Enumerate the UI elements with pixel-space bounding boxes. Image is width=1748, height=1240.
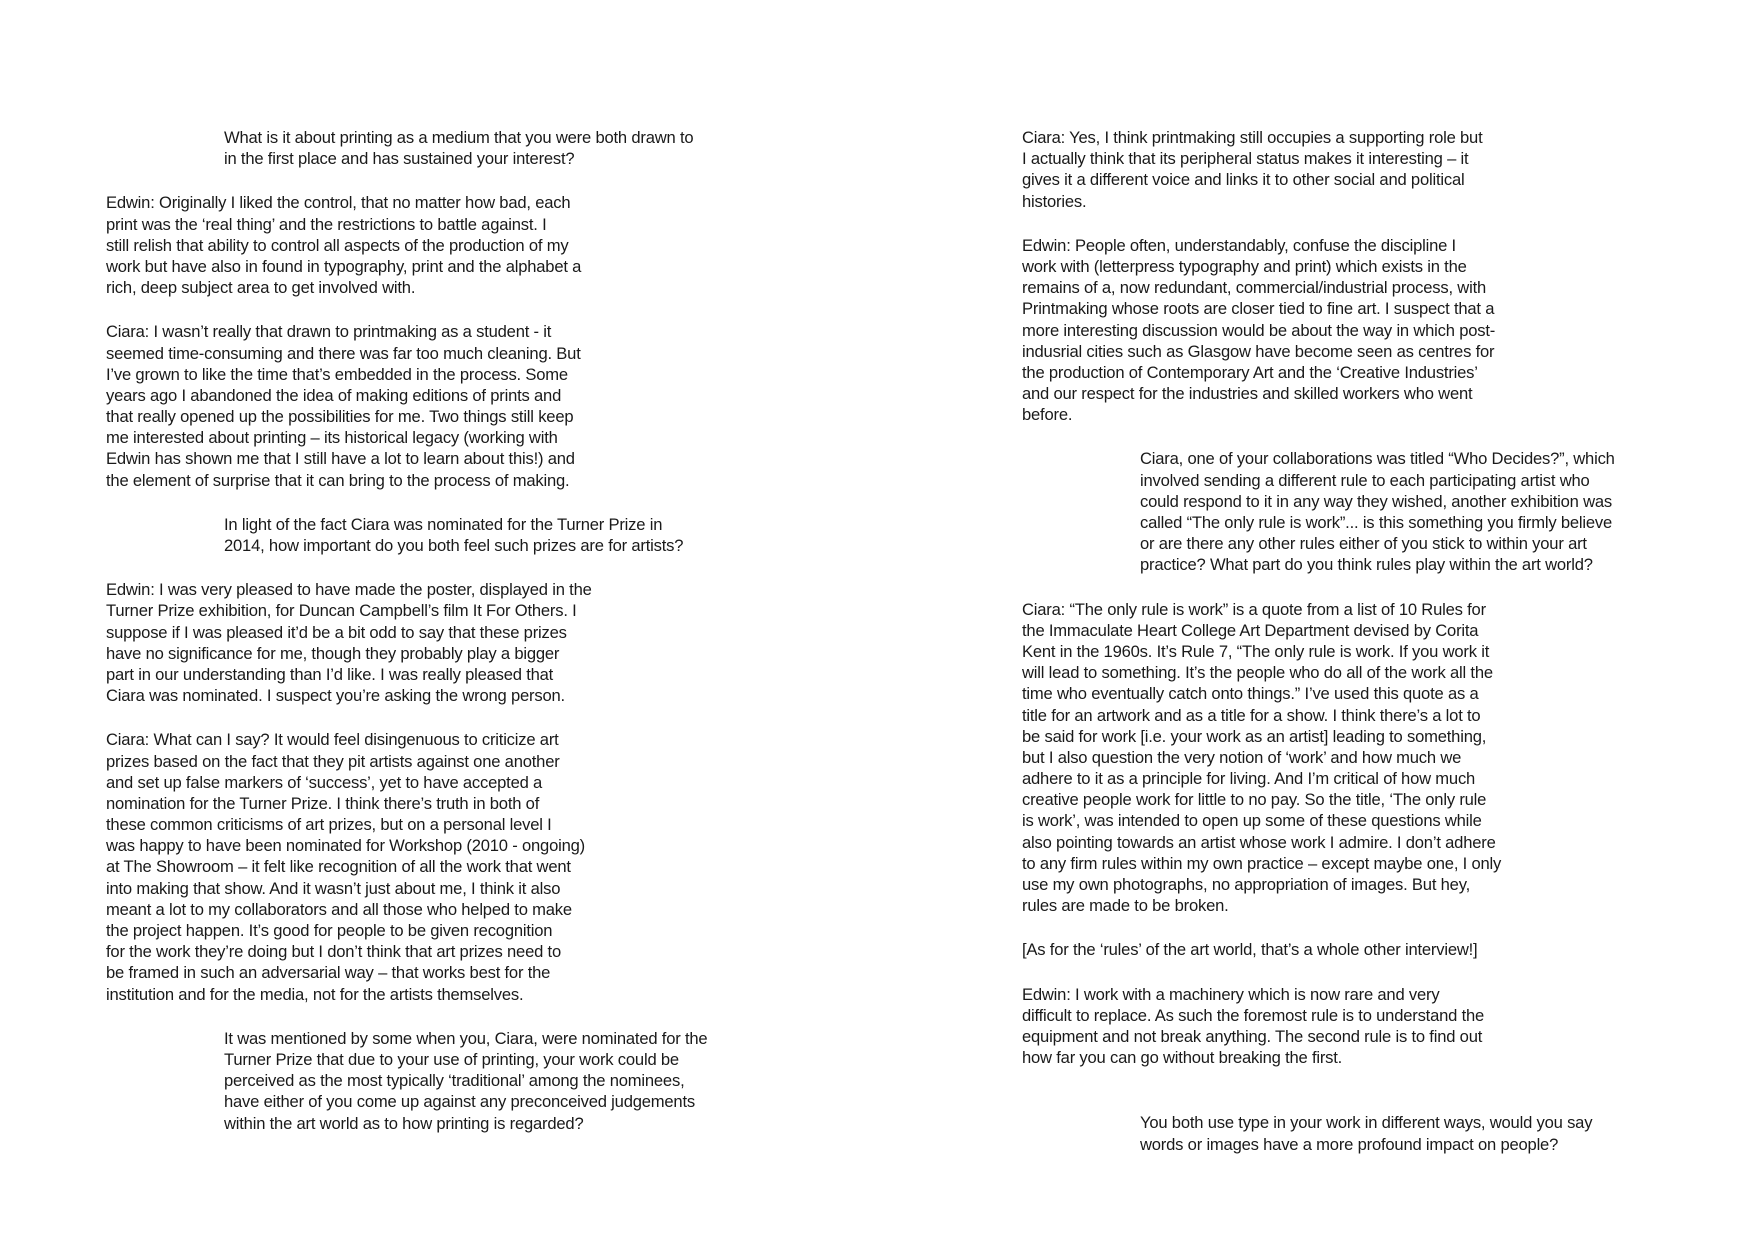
interview-answer	[106, 321, 806, 491]
interview-answer	[1022, 599, 1722, 917]
text-line: Edwin: Originally I liked the control, that no matter how bad, each	[106, 193, 571, 213]
text-line: histories.	[1022, 191, 1087, 211]
text-line: Edwin: I work with a machinery which is now rare and very	[1022, 984, 1440, 1004]
text-line: Ciara: What can I say? It would feel disingenuous to criticize art	[106, 730, 559, 750]
interview-answer	[106, 579, 806, 706]
text-line: also pointing towards an artist whose work I admire. I don’t adhere	[1022, 832, 1496, 852]
text-line: Turner Prize exhibition, for Duncan Campbell’s film It For Others. I	[106, 601, 577, 621]
text-line: me interested about printing – its historical legacy (working with	[106, 428, 558, 448]
text-line: It was mentioned by some when you, Ciara, were nominated for the	[224, 1028, 708, 1048]
text-line: that really opened up the possibilities for me. Two things still keep	[106, 407, 574, 427]
text-line: called “The only rule is work”... is this something you firmly believe	[1140, 513, 1613, 532]
text-line: rich, deep subject area to get involved with.	[106, 278, 416, 298]
text-line: how far you can go without breaking the first.	[1022, 1048, 1343, 1068]
text-line: was happy to have been nominated for Workshop (2010 - ongoing)	[106, 836, 585, 856]
text-line: before.	[1022, 405, 1073, 425]
right-page	[874, 0, 1748, 1240]
text-line: Edwin: I was very pleased to have made the poster, displayed in the	[106, 580, 592, 600]
text-line: indusrial cities such as Glasgow have become seen as centres for	[1022, 341, 1495, 361]
text-line: difficult to replace. As such the foremost rule is to understand the	[1022, 1005, 1485, 1025]
interview-answer	[1022, 235, 1722, 426]
text-line: and set up false markers of ‘success’, yet to have accepted a	[106, 772, 543, 792]
text-line: words or images have a more profound impact on people?	[1140, 1134, 1559, 1154]
text-line: still relish that ability to control all aspects of the production of my	[106, 235, 569, 255]
text-line: Ciara: Yes, I think printmaking still occupies a supporting role but	[1022, 128, 1483, 147]
text-line: [As for the ‘rules’ of the art world, that’s a whole other interview!]	[1022, 940, 1478, 960]
text-line: for the work they’re doing but I don’t think that art prizes need to	[106, 942, 561, 962]
text-line: at The Showroom – it felt like recognition of all the work that went	[106, 857, 571, 877]
text-line: involved sending a different rule to each participating artist who	[1140, 470, 1590, 490]
text-line: equipment and not break anything. The second rule is to find out	[1022, 1026, 1483, 1046]
text-line: the element of surprise that it can bring to the process of making.	[106, 470, 570, 490]
text-line: What is it about printing as a medium that you were both drawn to	[224, 128, 694, 147]
text-line: in the first place and has sustained your interest?	[224, 149, 575, 169]
left-text-column	[106, 127, 806, 1157]
text-line: the project happen. It’s good for people to be given recognition	[106, 921, 553, 940]
text-line: seemed time-consuming and there was far too much cleaning. But	[106, 343, 581, 363]
text-line: these common criticisms of art prizes, but on a personal level I	[106, 815, 552, 835]
text-line: will lead to something. It’s the people who do all of the work all the	[1022, 663, 1493, 683]
text-line: nomination for the Turner Prize. I think there’s truth in both of	[106, 793, 540, 813]
interview-question	[106, 127, 806, 169]
text-line: 2014, how important do you both feel such prizes are for artists?	[224, 536, 684, 555]
text-line: into making that show. And it wasn’t just about me, I think it also	[106, 878, 561, 898]
text-line: but I also question the very notion of ‘work’ and how much we	[1022, 747, 1462, 767]
text-line: practice? What part do you think rules play within the art world?	[1140, 555, 1593, 575]
interview-question	[1022, 1112, 1722, 1154]
text-line: adhere to it as a principle for living. And I’m critical of how much	[1022, 769, 1476, 789]
text-line: gives it a different voice and links it to other social and political	[1022, 170, 1465, 190]
text-line: Ciara was nominated. I suspect you’re asking the wrong person.	[106, 686, 565, 706]
text-line: be said for work [i.e. your work as an artist] leading to something,	[1022, 726, 1487, 746]
text-line: use my own photographs, no appropriation of images. But hey,	[1022, 875, 1470, 894]
text-line: Ciara, one of your collaborations was titled “Who Decides?”, which	[1140, 449, 1615, 469]
text-line: Edwin has shown me that I still have a lot to learn about this!) and	[106, 449, 575, 469]
text-line: I’ve grown to like the time that’s embedded in the process. Some	[106, 364, 568, 384]
text-line: print was the ‘real thing’ and the restrictions to battle against. I	[106, 214, 547, 234]
text-line: creative people work for little to no pay. So the title, ‘The only rule	[1022, 790, 1487, 810]
text-line: Kent in the 1960s. It’s Rule 7, “The only rule is work. If you work it	[1022, 641, 1490, 661]
text-line: meant a lot to my collaborators and all those who helped to make	[106, 899, 572, 919]
text-line: time who eventually catch onto things.” I’ve used this quote as a	[1022, 684, 1479, 704]
text-line: is work’, was intended to open up some of these questions while	[1022, 811, 1482, 831]
interview-answer	[106, 729, 806, 1004]
text-line: years ago I abandoned the idea of making editions of prints and	[106, 385, 562, 405]
interview-answer	[1022, 939, 1722, 960]
text-line: have no significance for me, though they probably play a bigger	[106, 643, 560, 663]
text-line: have either of you come up against any preconceived judgements	[224, 1092, 695, 1112]
text-line: Edwin: People often, understandably, confuse the discipline I	[1022, 235, 1456, 255]
text-line: could respond to it in any way they wished, another exhibition was	[1140, 491, 1612, 511]
text-line: the production of Contemporary Art and the ‘Creative Industries’	[1022, 362, 1478, 382]
interview-answer	[1022, 984, 1722, 1069]
text-line: perceived as the most typically ‘traditional’ among the nominees,	[224, 1071, 685, 1091]
text-line: Turner Prize that due to your use of printing, your work could be	[224, 1049, 679, 1069]
interview-question	[1022, 448, 1722, 575]
text-line: and our respect for the industries and skilled workers who went	[1022, 384, 1473, 404]
text-line: or are there any other rules either of you stick to within your art	[1140, 534, 1587, 554]
text-line: Ciara: “The only rule is work” is a quote from a list of 10 Rules for	[1022, 599, 1486, 619]
text-line: the Immaculate Heart College Art Department devised by Corita	[1022, 620, 1479, 640]
text-line: work but have also in found in typography, print and the alphabet a	[106, 256, 582, 276]
text-line: In light of the fact Ciara was nominated for the Turner Prize in	[224, 514, 663, 534]
text-line: title for an artwork and as a title for a show. I think there’s a lot to	[1022, 705, 1481, 725]
interview-question	[106, 514, 806, 556]
text-line: work with (letterpress typography and print) which exists in the	[1022, 256, 1467, 276]
text-line: within the art world as to how printing is regarded?	[224, 1113, 584, 1133]
text-line: You both use type in your work in different ways, would you say	[1140, 1113, 1593, 1133]
text-line: Ciara: I wasn’t really that drawn to printmaking as a student - it	[106, 322, 552, 342]
interview-answer	[106, 192, 806, 298]
text-line: Printmaking whose roots are closer tied to fine art. I suspect that a	[1022, 299, 1495, 319]
interview-answer	[1022, 127, 1722, 212]
text-line: suppose if I was pleased it’d be a bit odd to say that these prizes	[106, 622, 567, 642]
text-line: prizes based on the fact that they pit artists against one another	[106, 751, 560, 771]
text-line: institution and for the media, not for the artists themselves.	[106, 984, 524, 1004]
text-line: to any firm rules within my own practice – except maybe one, I only	[1022, 853, 1502, 873]
text-line: remains of a, now redundant, commercial/industrial process, with	[1022, 278, 1487, 298]
text-line: more interesting discussion would be about the way in which post-	[1022, 320, 1496, 340]
text-line: be framed in such an adversarial way – that works best for the	[106, 963, 551, 983]
text-line: I actually think that its peripheral status makes it interesting – it	[1022, 149, 1469, 169]
right-text-column	[1022, 127, 1722, 1178]
text-line: part in our understanding than I’d like. I was really pleased that	[106, 664, 554, 684]
text-line: rules are made to be broken.	[1022, 896, 1229, 916]
interview-question	[106, 1028, 806, 1134]
